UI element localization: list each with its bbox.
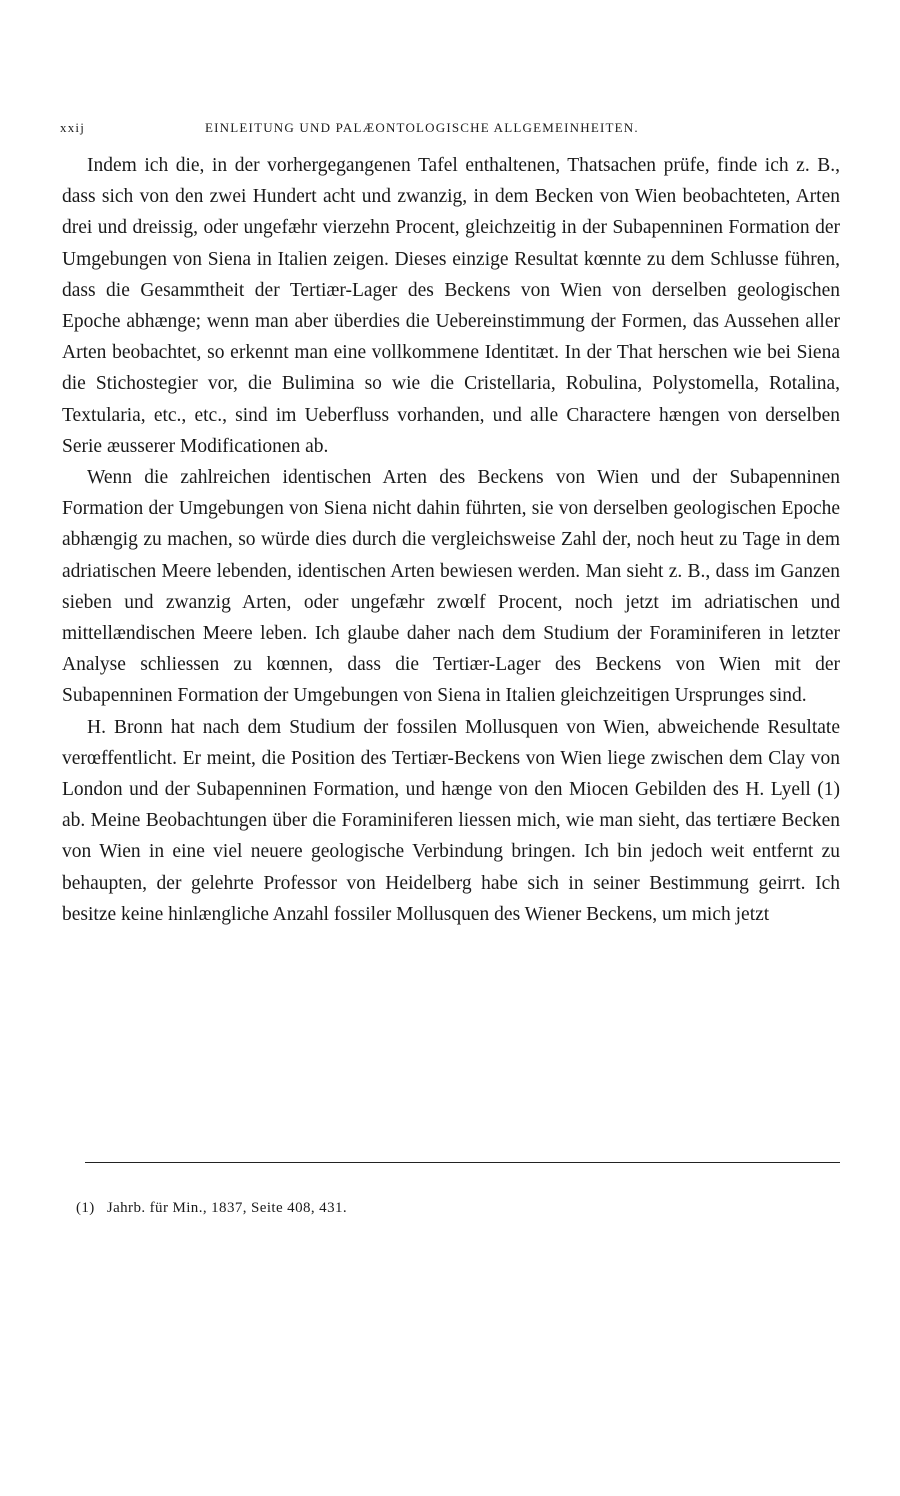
footnote-rule — [85, 1162, 840, 1163]
body-text — [62, 150, 840, 930]
paragraph-2: Wenn die zahlreichen identischen Arten des Beckens von Wien und der Subapenninen Formation der Umgebungen von Siena nicht dahin führten, sie von derselben geologischen Epoche abhængig zu machen, so würde dies durch die vergleichsweise Zahl der, noch heut zu Tage in dem adriatischen Meere lebenden, identischen Arten bewiesen werden. Man sieht z. B., dass im Ganzen sieben und zwanzig Arten, oder ungefæhr zwœlf Procent, noch jetzt im adriatischen und mittellændischen Meere leben. Ich glaube daher nach dem Studium der Foraminiferen in letzter Analyse schliessen zu kœnnen, dass die Tertiær-Lager des Beckens von Wien mit der Subapenninen Formation der Umgebungen von Siena in Italien gleichzeitigen Ursprunges sind. — [62, 467, 840, 707]
footnote-marker: (1) — [76, 1200, 95, 1216]
running-title: EINLEITUNG UND PALÆONTOLOGISCHE ALLGEMEINHEITEN. — [205, 120, 639, 135]
paragraph-1: Indem ich die, in der vorhergegangenen Tafel enthaltenen, Thatsachen prüfe, finde ich z. B., dass sich von den zwei Hundert acht und zwanzig, in dem Becken von Wien beobachteten, Arten drei und dreissig, oder ungefæhr vierzehn Procent, gleichzeitig in der Subapenninen Formation der Umgebungen von Siena in Italien zeigen. Dieses einzige Resultat kœnnte zu dem Schlusse führen, dass die Gesammtheit der Tertiær-Lager des Beckens von Wien von derselben geologischen Epoche abhænge; wenn man aber überdies die Uebereinstimmung der Formen, das Aussehen aller Arten beobachtet, so erkennt man eine vollkommene Identitæt. In der That herschen wie bei Siena die Stichostegier vor, die Bulimina so wie die Cristellaria, Robulina, Polystomella, Rotalina, Textularia, etc., etc., sind im Ueberfluss vorhanden, und alle Charactere hængen von derselben Serie æusserer Modificationen ab. — [62, 155, 840, 457]
footnote-text: Jahrb. für Min., 1837, Seite 408, 431. — [106, 1200, 348, 1216]
running-head — [60, 120, 840, 140]
footnote — [76, 1200, 347, 1217]
paragraph-3: H. Bronn hat nach dem Studium der fossilen Mollusquen von Wien, abweichende Resultate verœffentlicht. Er meint, die Position des Tertiær-Beckens von Wien liege zwischen dem Clay von London und der Subapenninen Formation, und hænge von den Miocen Gebilden des H. Lyell (1) ab. Meine Beobachtungen über die Foraminiferen liessen mich, wie man sieht, das tertiære Becken von Wien in eine viel neuere geologische Verbindung bringen. Ich bin jedoch weit entfernt zu behaupten, der gelehrte Professor von Heidelberg habe sich in seiner Bestimmung geirrt. Ich besitze keine hinlængliche Anzahl fossiler Mollusquen des Wiener Beckens, um mich jetzt — [62, 716, 840, 925]
page-number: xxij — [60, 120, 86, 135]
